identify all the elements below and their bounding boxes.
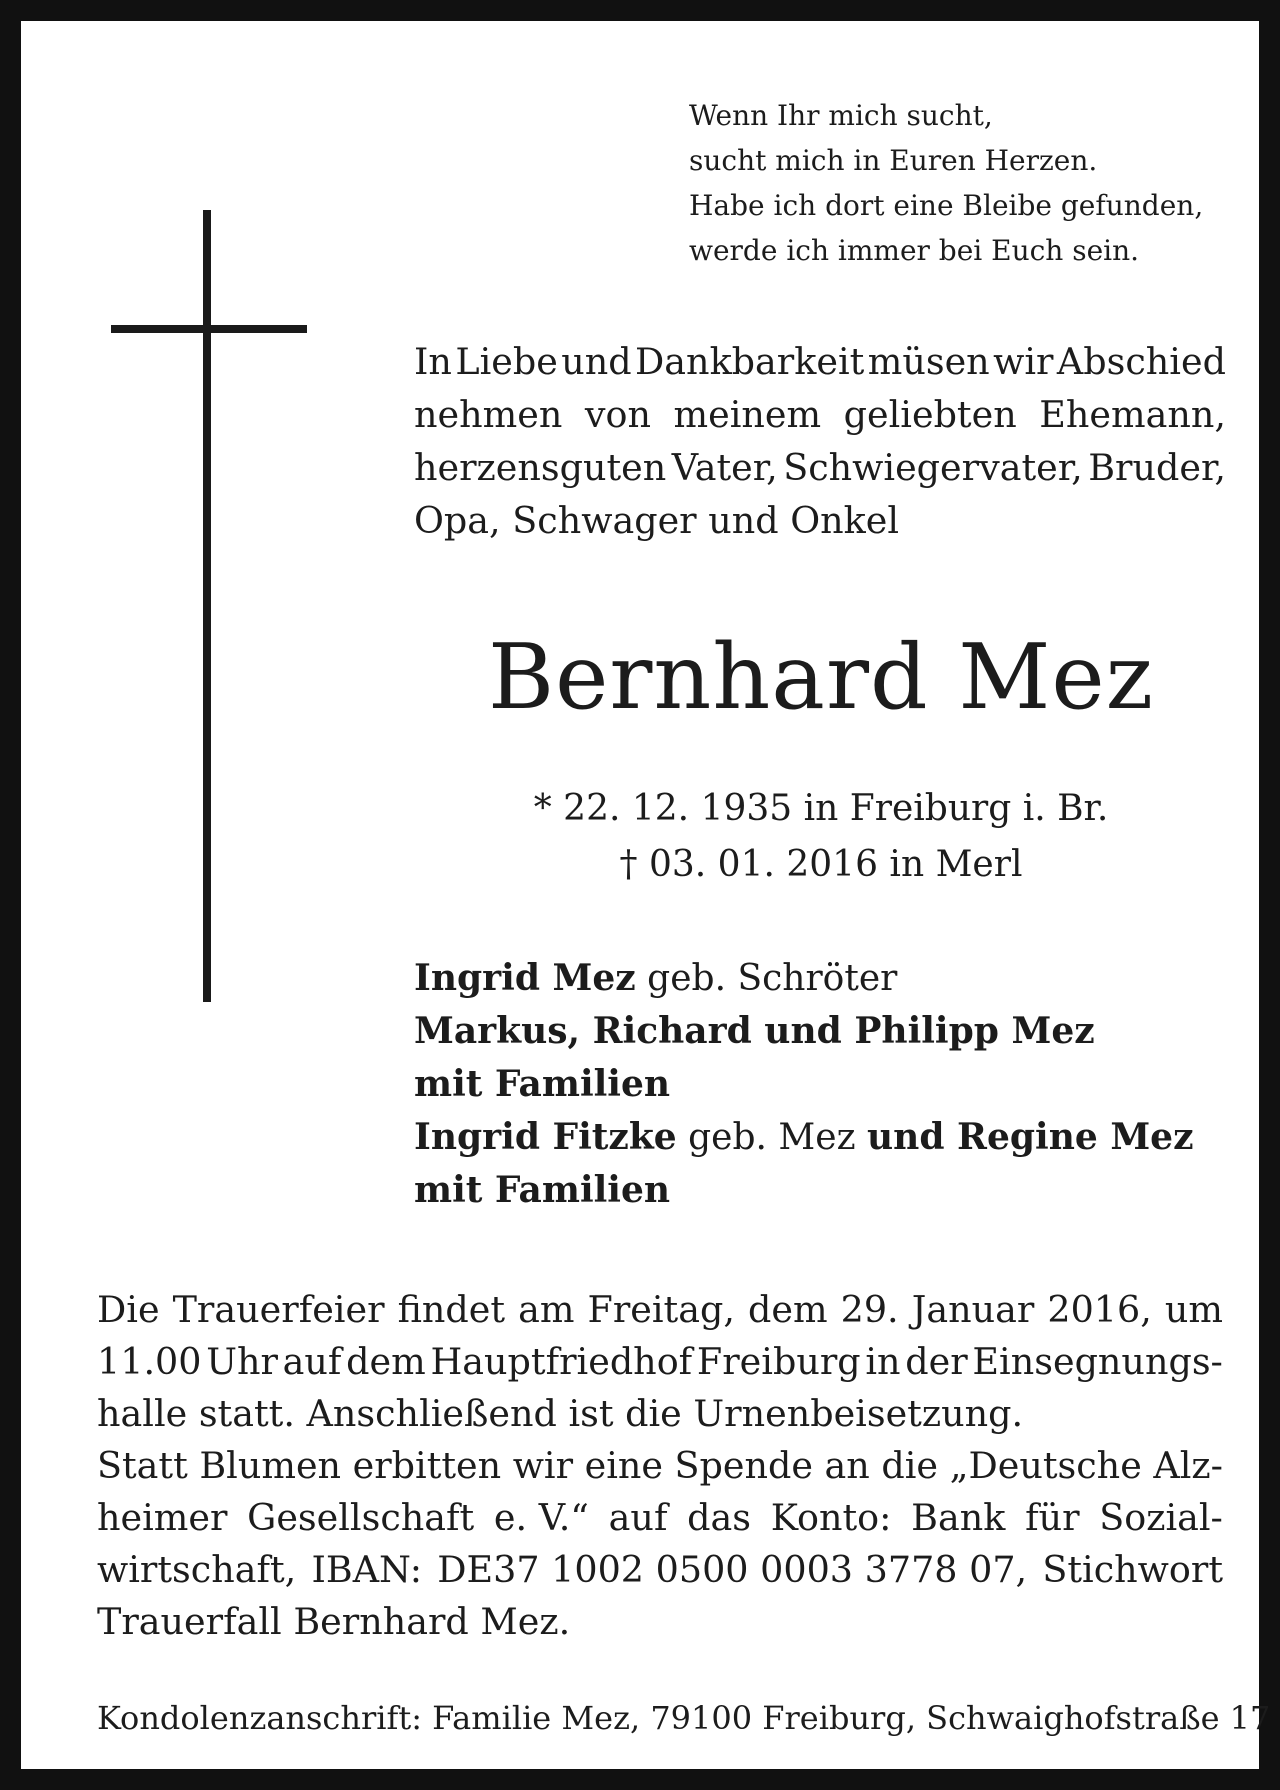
funeral-line <box>97 1336 1223 1388</box>
word: In <box>414 340 452 383</box>
death-date: † 03. 01. 2016 in Merl <box>619 844 1023 885</box>
word: müsen <box>867 340 990 383</box>
word: heimer <box>97 1496 228 1539</box>
word: nehmen <box>414 393 563 436</box>
mourner-name: mit Familien <box>414 1063 671 1105</box>
mourner-name: Ingrid Mez <box>414 957 636 999</box>
word: Stichwort <box>1042 1548 1223 1591</box>
funeral-line: halle statt. Anschließend ist die Urnenbeisetzung. <box>97 1392 1024 1435</box>
intro-line <box>414 441 1226 494</box>
word: Abschied <box>1056 340 1226 383</box>
mourner-line <box>414 1111 1226 1164</box>
poem-line: Habe ich dort eine Bleibe gefunden, <box>689 189 1204 222</box>
mourner-note: geb. Mez <box>676 1117 867 1158</box>
mourner-line <box>414 1005 1226 1058</box>
funeral-details <box>97 1284 1223 1648</box>
word: Trauerfeier <box>172 1288 385 1331</box>
intro-line <box>414 335 1226 388</box>
word: die <box>881 1444 939 1487</box>
word: 2016, <box>1047 1288 1152 1331</box>
word: das <box>687 1496 752 1539</box>
word: IBAN: <box>311 1548 422 1591</box>
funeral-line <box>97 1284 1223 1336</box>
poem-line: Wenn Ihr mich sucht, <box>689 99 993 132</box>
word: e. V.“ <box>493 1496 589 1539</box>
word: Hauptfriedhof <box>430 1340 693 1383</box>
life-dates <box>491 781 1151 893</box>
word: meinem <box>673 393 822 436</box>
word: dem <box>747 1288 828 1331</box>
word: eine <box>584 1444 663 1487</box>
word: Blumen <box>199 1444 342 1487</box>
word: Uhr <box>206 1340 278 1383</box>
word: Spende <box>674 1444 813 1487</box>
poem-line: sucht mich in Euren Herzen. <box>689 144 1098 177</box>
word: wirtschaft, <box>97 1548 297 1591</box>
word: der <box>905 1340 968 1383</box>
word: am <box>518 1288 575 1331</box>
mourner-name: mit Familien <box>414 1169 671 1211</box>
word: Schwiegervater, <box>783 446 1083 489</box>
mourner-line <box>414 1058 1226 1111</box>
word: auf <box>608 1496 668 1539</box>
word: „Deutsche <box>949 1444 1142 1487</box>
donation-line: Trauerfall Bernhard Mez. <box>97 1600 571 1643</box>
word: wir <box>512 1444 574 1487</box>
word: Gesellschaft <box>247 1496 475 1539</box>
word: Ehemann, <box>1039 393 1226 436</box>
word: findet <box>397 1288 506 1331</box>
word: Liebe <box>455 340 558 383</box>
word: 11.00 <box>97 1340 202 1383</box>
word: Freitag, <box>587 1288 735 1331</box>
word: Sozial- <box>1099 1496 1223 1539</box>
mourner-name: Ingrid Fitzke <box>414 1116 677 1158</box>
mourner-note: geb. Schröter <box>635 958 898 999</box>
word: Freiburg <box>696 1340 861 1383</box>
donation-line <box>97 1492 1223 1544</box>
donation-line <box>97 1544 1223 1596</box>
word: an <box>824 1444 870 1487</box>
poem-line: werde ich immer bei Euch sein. <box>689 234 1140 267</box>
word: von <box>584 393 651 436</box>
mourner-name: und Regine Mez <box>867 1116 1194 1158</box>
deceased-name: Bernhard Mez <box>487 625 1155 730</box>
mourner-line <box>414 952 1226 1005</box>
poem <box>689 93 1249 273</box>
word: 29. <box>840 1288 899 1331</box>
word: herzensguten <box>414 446 667 489</box>
word: um <box>1164 1288 1223 1331</box>
cross-horizontal-bar <box>111 325 307 333</box>
word: dem <box>346 1340 426 1383</box>
word: Bruder, <box>1088 446 1226 489</box>
word: für <box>1025 1496 1080 1539</box>
word: Statt <box>97 1444 188 1487</box>
iban-number: DE37 1002 0500 0003 3778 07, <box>437 1548 1028 1591</box>
word: und <box>561 340 632 383</box>
condolence-address: Kondolenzanschrift: Familie Mez, 79100 Freiburg, Schwaighofstraße 17 <box>97 1699 1271 1737</box>
mourners-list <box>414 952 1226 1217</box>
word: Einsegnungs- <box>972 1340 1223 1383</box>
word: erbitten <box>352 1444 502 1487</box>
word: Die <box>97 1288 160 1331</box>
word: Alz- <box>1153 1444 1223 1487</box>
word: wir <box>993 340 1054 383</box>
mourner-name: Markus, Richard und Philipp Mez <box>414 1010 1095 1052</box>
birth-date: * 22. 12. 1935 in Freiburg i. Br. <box>533 788 1109 829</box>
word: Bank <box>911 1496 1006 1539</box>
mourner-line <box>414 1164 1226 1217</box>
word: in <box>865 1340 901 1383</box>
word: Januar <box>911 1288 1035 1331</box>
intro-line <box>414 388 1226 441</box>
word: Konto: <box>770 1496 892 1539</box>
word: Dankbarkeit <box>635 340 865 383</box>
word: geliebten <box>843 393 1017 436</box>
intro-text <box>414 335 1226 547</box>
word: Vater, <box>671 446 778 489</box>
intro-line: Opa, Schwager und Onkel <box>414 499 900 542</box>
donation-line <box>97 1440 1223 1492</box>
word: auf <box>282 1340 342 1383</box>
